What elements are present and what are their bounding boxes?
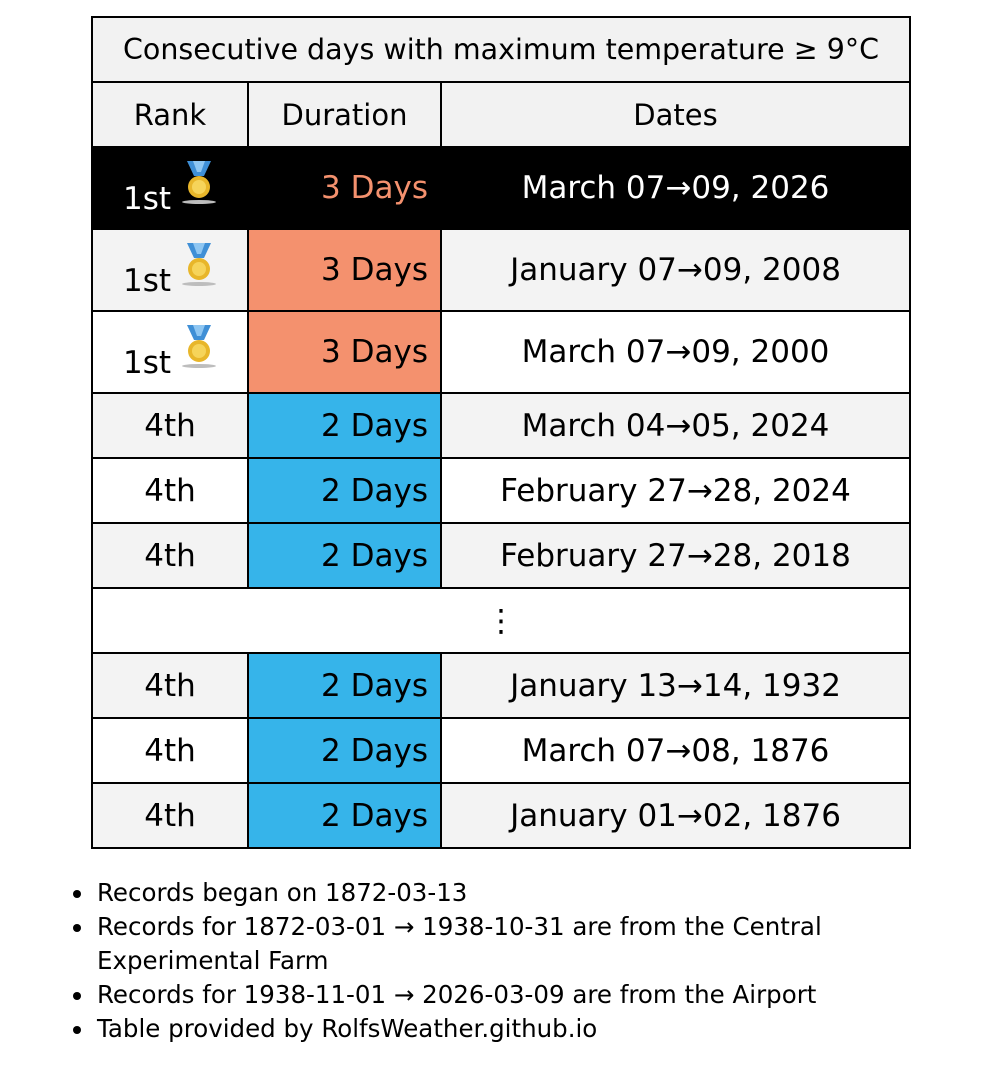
note-item: Records began on 1872-03-13 — [97, 876, 927, 910]
dates-cell: March 04→05, 2024 — [441, 393, 910, 458]
duration-cell: 3 Days — [248, 147, 441, 229]
rank-cell: 4th — [92, 653, 248, 718]
note-item: Table provided by RolfsWeather.github.io — [97, 1012, 927, 1046]
rank-cell: 4th — [92, 783, 248, 848]
rank-cell — [92, 229, 248, 311]
header-rank: Rank — [92, 82, 248, 147]
duration-cell: 2 Days — [248, 393, 441, 458]
duration-cell: 2 Days — [248, 783, 441, 848]
dates-cell: January 07→09, 2008 — [441, 229, 910, 311]
table-row — [92, 393, 910, 458]
records-table — [91, 16, 911, 849]
dates-cell: March 07→09, 2000 — [441, 311, 910, 393]
note-item: Records for 1938-11-01 → 2026-03-09 are from the Airport — [97, 978, 927, 1012]
duration-cell: 3 Days — [248, 311, 441, 393]
rank-cell — [92, 147, 248, 229]
table-row — [92, 783, 910, 848]
dates-cell: January 13→14, 1932 — [441, 653, 910, 718]
gold-medal-icon — [181, 159, 217, 205]
table-row — [92, 311, 910, 393]
vertical-ellipsis: ⋮ — [92, 588, 910, 653]
dates-cell: March 07→08, 1876 — [441, 718, 910, 783]
gold-medal-icon — [181, 323, 217, 369]
duration-cell: 2 Days — [248, 523, 441, 588]
dates-cell: February 27→28, 2024 — [441, 458, 910, 523]
table-title: Consecutive days with maximum temperature ≥ 9°C — [92, 17, 910, 82]
gold-medal-icon — [181, 241, 217, 287]
rank-cell: 4th — [92, 458, 248, 523]
duration-cell: 2 Days — [248, 458, 441, 523]
header-dates: Dates — [441, 82, 910, 147]
table-header-row — [92, 82, 910, 147]
rank-label: 1st — [122, 263, 172, 299]
table-row — [92, 653, 910, 718]
dates-cell: February 27→28, 2018 — [441, 523, 910, 588]
rank-cell — [92, 311, 248, 393]
dates-cell: March 07→09, 2026 — [441, 147, 910, 229]
table-row — [92, 229, 910, 311]
table-row — [92, 523, 910, 588]
duration-cell: 3 Days — [248, 229, 441, 311]
duration-cell: 2 Days — [248, 653, 441, 718]
notes-list — [60, 876, 927, 1046]
rank-label: 1st — [122, 345, 172, 381]
duration-cell: 2 Days — [248, 718, 441, 783]
rank-cell: 4th — [92, 523, 248, 588]
table-row — [92, 718, 910, 783]
rank-cell: 4th — [92, 393, 248, 458]
table-row — [92, 458, 910, 523]
table-row — [92, 147, 910, 229]
ellipsis-row — [92, 588, 910, 653]
note-item: Records for 1872-03-01 → 1938-10-31 are from the Central Experimental Farm — [97, 910, 927, 978]
header-duration: Duration — [248, 82, 441, 147]
rank-cell: 4th — [92, 718, 248, 783]
rank-label: 1st — [122, 181, 172, 217]
dates-cell: January 01→02, 1876 — [441, 783, 910, 848]
